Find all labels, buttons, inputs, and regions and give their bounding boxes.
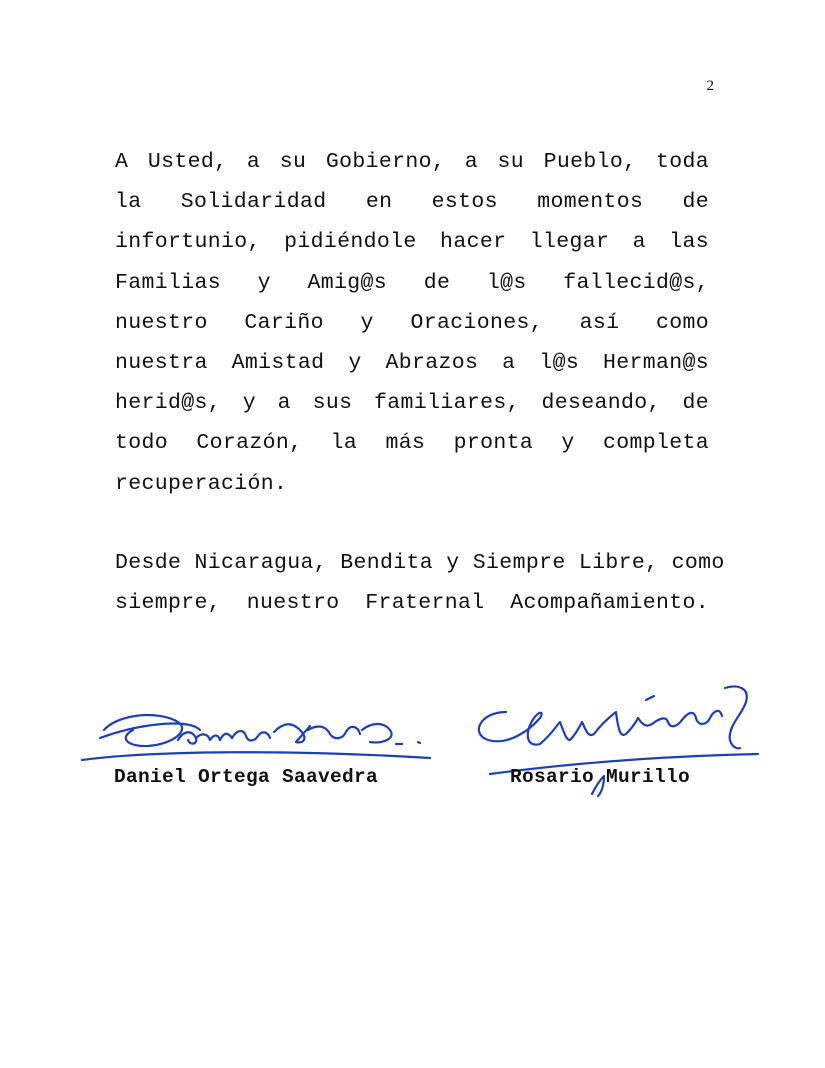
page-number: 2 xyxy=(706,78,714,94)
signer-name: Rosario Murillo xyxy=(510,766,691,788)
paragraph-line: Desde Nicaragua, Bendita y Siempre Libre, como xyxy=(115,551,725,575)
signer-name: Daniel Ortega Saavedra xyxy=(114,766,379,788)
paragraph-line: la Solidaridad en estos momentos de xyxy=(115,190,709,215)
paragraph-line: infortunio, pidiéndole hacer llegar a las xyxy=(115,230,709,255)
closing-paragraph xyxy=(115,543,725,623)
paragraph-line: todo Corazón, la más pronta y completa xyxy=(115,431,709,456)
paragraph-line: siempre, nuestro Fraternal Acompañamiento. xyxy=(115,591,709,616)
paragraph-line: nuestra Amistad y Abrazos a l@s Herman@s xyxy=(115,350,709,375)
paragraph-line: Familias y Amig@s de l@s fallecid@s, xyxy=(115,270,709,295)
paragraph-line: herid@s, y a sus familiares, deseando, de xyxy=(115,391,709,416)
paragraph-line: nuestro Cariño y Oraciones, así como xyxy=(115,310,709,335)
paragraph-line: A Usted, a su Gobierno, a su Pueblo, toda xyxy=(115,150,709,174)
paragraph-line: recuperación. xyxy=(115,471,288,496)
letter-paragraph xyxy=(115,142,709,504)
